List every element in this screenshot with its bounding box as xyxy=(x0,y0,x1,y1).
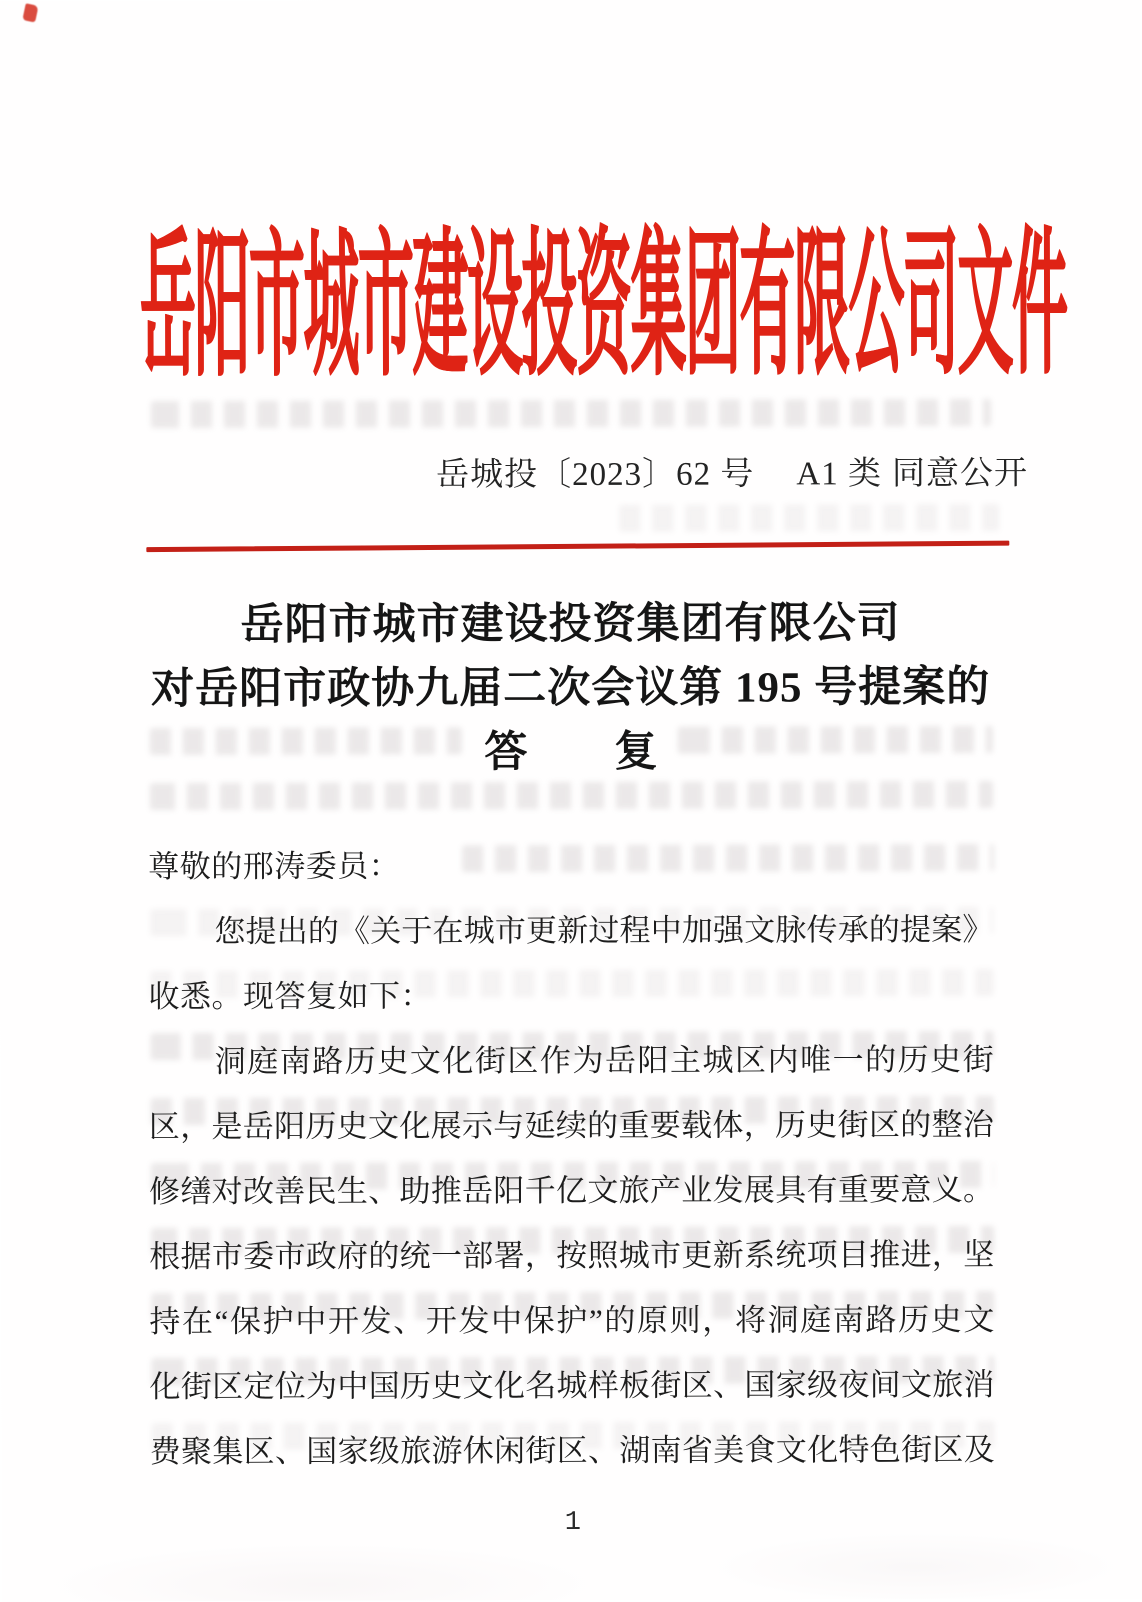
body-line: 根据市委市政府的统一部署，按照城市更新系统项目推进，坚 xyxy=(149,1222,994,1289)
doc-classification: A1 类 xyxy=(796,456,882,492)
body-line: 区，是岳阳历史文化展示与延续的重要载体，历史街区的整治 xyxy=(149,1092,994,1159)
body-line: 费聚集区、国家级旅游休闲街区、湖南省美食文化特色街区及 xyxy=(150,1417,995,1484)
page-number: 1 xyxy=(2,1507,1142,1540)
document-title xyxy=(0,592,1142,787)
bleedthrough-line xyxy=(151,399,991,428)
body-line: 收悉。现答复如下： xyxy=(148,962,993,1029)
title-line: 岳阳市城市建设投资集团有限公司 xyxy=(0,592,1142,659)
doc-number-line xyxy=(436,447,1028,496)
bleedthrough-line xyxy=(619,504,999,532)
scan-artifact-red-mark xyxy=(22,3,38,22)
red-separator-line xyxy=(146,541,1009,552)
body-line: 持在“保护中开发、开发中保护”的原则，将洞庭南路历史文 xyxy=(149,1287,994,1354)
doc-number: 岳城投〔2023〕62 号 xyxy=(436,457,754,494)
salutation: 尊敬的邢涛委员： xyxy=(148,832,993,899)
document-body xyxy=(148,832,995,1484)
body-line: 修缮对改善民生、助推岳阳千亿文旅产业发展具有重要意义。 xyxy=(149,1157,994,1224)
body-line: 洞庭南路历史文化街区作为岳阳主城区内唯一的历史街 xyxy=(149,1027,994,1094)
title-line: 答 复 xyxy=(0,720,1142,787)
title-line: 对岳阳市政协九届二次会议第 195 号提案的 xyxy=(0,656,1142,723)
letterhead-title: 岳阳市城市建设投资集团有限公司文件 xyxy=(140,228,1020,390)
body-line: 化街区定位为中国历史文化名城样板街区、国家级夜间文旅消 xyxy=(149,1352,994,1419)
body-line: 您提出的《关于在城市更新过程中加强文脉传承的提案》 xyxy=(148,897,993,964)
doc-publicity-status: 同意公开 xyxy=(892,456,1028,492)
